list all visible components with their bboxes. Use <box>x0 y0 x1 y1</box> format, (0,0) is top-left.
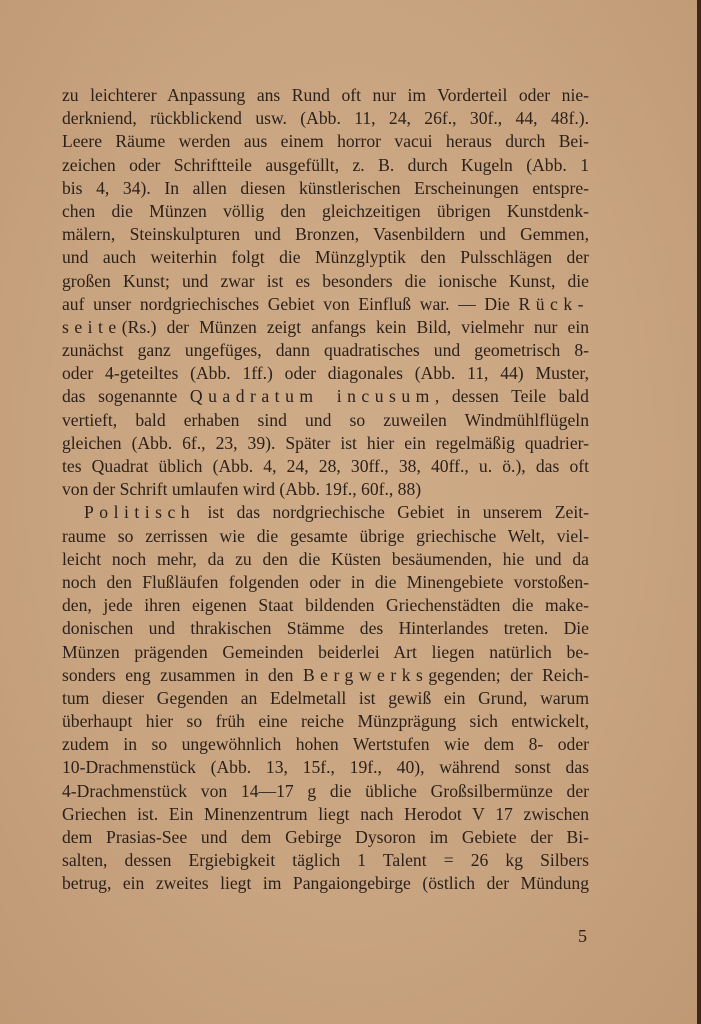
text-line <box>62 316 589 339</box>
text-segment: noch den Flußläufen folgenden oder in die Minengebiete vorstoßen- <box>62 571 589 592</box>
text-line <box>62 664 589 687</box>
text-segment: derkniend, rückblickend usw. (Abb. 11, 24, 26f., 30f., 44, 48f.). <box>62 108 589 129</box>
text-line <box>62 548 589 571</box>
text-line <box>62 223 589 246</box>
text-segment: zu leichterer Anpassung ans Rund oft nur im Vorderteil oder nie- <box>62 85 589 105</box>
text-segment: überhaupt hier so früh eine reiche Münzprägung sich entwickelt, <box>62 711 589 732</box>
text-line <box>62 571 589 594</box>
text-segment: Griechen ist. Ein Minenzentrum liegt nach Herodot V 17 zwischen <box>62 803 589 824</box>
text-line <box>62 478 589 501</box>
text-segment: donischen und thrakischen Stämme des Hinterlandes treten. Die <box>62 618 589 639</box>
text-line <box>62 107 589 130</box>
text-segment: dem Prasias-See und dem Gebirge Dysoron im Gebiete der Bi- <box>62 827 589 847</box>
text-line <box>62 617 589 640</box>
text-segment: bis 4, 34). In allen diesen künstlerischen Erscheinungen entspre- <box>62 177 589 198</box>
text-line <box>62 826 589 849</box>
text-segment: Münzen prägenden Gemeinden beiderlei Art liegen natürlich be- <box>62 641 589 662</box>
text-segment: Leere Räume werden aus einem horror vacui heraus durch Bei- <box>62 131 589 152</box>
text-segment: vertieft, bald erhaben sind und so zuweilen Windmühlflügeln <box>62 409 589 430</box>
text-line <box>62 432 589 455</box>
text-segment: chen die Münzen völlig den gleichzeitigen übrigen Kunstdenk- <box>62 200 589 221</box>
text-segment: zunächst ganz ungefüges, dann quadratisches und geometrisch 8- <box>62 340 589 361</box>
text-segment: salten, dessen Ergiebigkeit täglich 1 Talent = 26 kg Silbers <box>62 850 589 871</box>
text-line <box>62 780 589 803</box>
text-segment: tum dieser Gegenden an Edelmetall ist gewiß ein Grund, warum <box>62 687 589 708</box>
text-segment: gleichen (Abb. 6f., 23, 39). Später ist hier ein regelmäßig quadrier- <box>62 432 589 453</box>
text-segment: gegenden; der Reich- <box>428 664 589 685</box>
spaced-emphasis: Bergwerks <box>302 664 429 685</box>
text-segment: das sogenannte <box>62 386 190 407</box>
text-segment: und auch weiterhin folgt die Münzglyptik den Pulsschlägen der <box>62 247 589 268</box>
text-segment: , dessen Teile bald <box>434 386 589 407</box>
text-line <box>62 84 589 107</box>
text-line <box>62 803 589 826</box>
spaced-emphasis: Quadratum incusum <box>189 386 435 407</box>
spaced-emphasis: seite <box>62 316 122 337</box>
text-line <box>62 270 589 293</box>
text-segment: betrug, ein zweites liegt im Pangaiongebirge (östlich der Mündung <box>62 873 589 894</box>
text-line <box>62 501 589 524</box>
text-segment: zudem in so ungewöhnlich hohen Wertstufen wie dem 8- oder <box>62 734 589 755</box>
spaced-emphasis: Rück- <box>518 293 589 314</box>
text-segment: raume so zerrissen wie die gesamte übrige griechische Welt, viel- <box>62 525 589 546</box>
text-segment: ist das nordgriechische Gebiet in unserem Zeit- <box>195 502 589 523</box>
text-line <box>62 872 589 895</box>
text-line <box>62 525 589 548</box>
text-segment: sonders eng zusammen in den <box>62 664 303 685</box>
text-segment: oder 4-geteiltes (Abb. 1ff.) oder diagonales (Abb. 11, 44) Muster, <box>62 363 589 384</box>
text-line <box>62 385 589 408</box>
text-segment: tes Quadrat üblich (Abb. 4, 24, 28, 30ff., 38, 40ff., u. ö.), das oft <box>62 456 589 476</box>
text-line <box>62 594 589 617</box>
text-line <box>62 154 589 177</box>
page-number: 5 <box>578 926 587 946</box>
text-segment: mälern, Steinskulpturen und Bronzen, Vasenbildern und Gemmen, <box>62 224 589 245</box>
text-line <box>62 246 589 269</box>
text-line <box>62 710 589 733</box>
text-line <box>62 293 589 316</box>
text-line <box>62 362 589 385</box>
text-segment: 10-Drachmenstück (Abb. 13, 15f., 19f., 40), während sonst das <box>62 757 589 778</box>
text-segment: 4-Drachmenstück von 14—17 g die übliche Großsilbermünze der <box>62 780 589 801</box>
text-segment: von der Schrift umlaufen wird (Abb. 19f., 60f., 88) <box>62 479 422 500</box>
text-line <box>62 756 589 779</box>
text-line <box>62 849 589 872</box>
text-segment: zeichen oder Schriftteile ausgefüllt, z. B. durch Kugeln (Abb. 1 <box>62 154 589 175</box>
text-segment: auf unser nordgriechisches Gebiet von Einfluß war. — Die <box>62 293 519 314</box>
text-line <box>62 687 589 710</box>
text-line <box>62 641 589 664</box>
text-line <box>62 455 589 478</box>
text-line <box>62 409 589 432</box>
body-text <box>62 84 589 896</box>
text-segment: großen Kunst; und zwar ist es besonders die ionische Kunst, die <box>62 270 589 291</box>
text-segment: leicht noch mehr, da zu den die Küsten besäumenden, hie und da <box>62 548 589 569</box>
text-line <box>62 200 589 223</box>
text-line <box>62 339 589 362</box>
text-line <box>62 733 589 756</box>
page-edge <box>697 0 701 1024</box>
text-line <box>62 130 589 153</box>
spaced-emphasis: Politisch <box>84 502 196 523</box>
text-line <box>62 177 589 200</box>
text-segment: (Rs.) der Münzen zeigt anfangs kein Bild, vielmehr nur ein <box>121 316 589 337</box>
text-segment: den, jede ihren eigenen Staat bildenden Griechenstädten die make- <box>62 595 589 616</box>
